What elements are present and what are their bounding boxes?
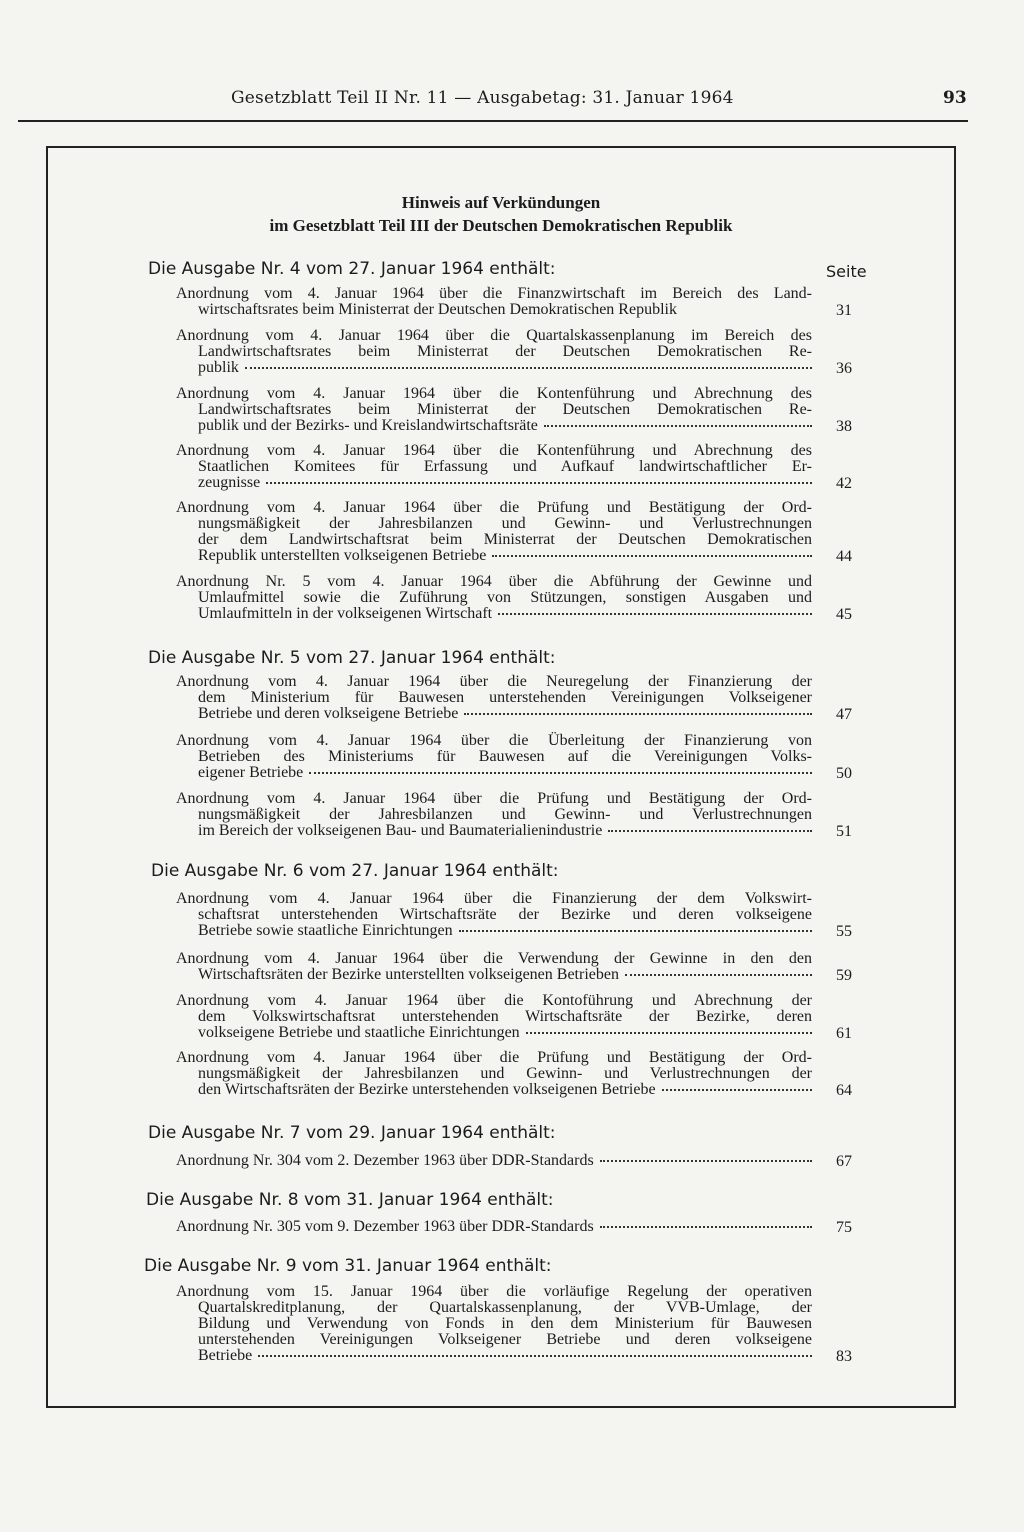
toc-entry-line-text: Betriebe und deren volkseigene Betriebe <box>198 705 459 722</box>
toc-entry-line-text: zeugnisse <box>198 474 261 491</box>
toc-entry-line-text: Betriebe <box>198 1347 253 1364</box>
toc-entry-line: Anordnung vom 4. Januar 1964 über die Prüfung und Bestätigung der Ord- <box>176 499 812 516</box>
dot-leader <box>526 1032 812 1034</box>
page-number: 93 <box>943 88 967 108</box>
toc-entry-line: Anordnung vom 4. Januar 1964 über die Kontenführung und Abrechnung des <box>176 442 812 459</box>
issue-heading: Die Ausgabe Nr. 4 vom 27. Januar 1964 enthält: <box>148 259 556 279</box>
toc-entry-line: Quartalskreditplanung, der Quartalskassenplanung, der VVB-Umlage, der <box>198 1299 812 1316</box>
page-column-label: Seite <box>826 262 867 281</box>
page-reference: 38 <box>836 418 852 435</box>
toc-entry-line: Bildung und Verwendung von Fonds in den dem Ministerium für Bauwesen <box>198 1315 812 1332</box>
page-reference: 42 <box>836 475 852 492</box>
toc-entry-line <box>176 418 812 434</box>
toc-entry-line: Anordnung vom 4. Januar 1964 über die Kontenführung und Abrechnung des <box>176 385 812 402</box>
toc-entry-line: Anordnung Nr. 5 vom 4. Januar 1964 über die Abführung der Gewinne und <box>176 573 812 590</box>
toc-entry-line-text: Betriebe sowie staatliche Einrichtungen <box>198 922 453 939</box>
toc-entry-line <box>176 1153 812 1169</box>
toc-entry-line-text: publik <box>198 359 239 376</box>
toc-entry <box>176 286 812 318</box>
dot-leader <box>625 974 812 976</box>
page-reference: 83 <box>836 1348 852 1365</box>
toc-entry-line <box>176 823 812 839</box>
dot-leader <box>258 1355 812 1357</box>
toc-entry-line-text: Anordnung Nr. 305 vom 9. Dezember 1963 über DDR-Standards <box>176 1218 594 1235</box>
toc-entry <box>176 1284 812 1364</box>
toc-entry-line: nungsmäßigkeit der Jahresbilanzen und Gewinn- und Verlustrechnungen <box>198 515 812 532</box>
page-reference: 59 <box>836 967 852 984</box>
toc-entry-line-text: eigener Betriebe <box>198 764 304 781</box>
toc-entry <box>176 574 812 622</box>
toc-entry-line <box>176 302 812 318</box>
toc-entry-line-text: Wirtschaftsräten der Bezirke unterstellten volkseigenen Betrieben <box>198 966 619 983</box>
toc-entry-line <box>176 475 812 491</box>
toc-entry-line: Anordnung vom 4. Januar 1964 über die Verwendung der Gewinne in den den <box>176 950 812 967</box>
toc-entry-line <box>176 548 812 564</box>
toc-entry-line: Anordnung vom 4. Januar 1964 über die Quartalskassenplanung im Bereich des <box>176 327 812 344</box>
toc-entry-line: Anordnung vom 4. Januar 1964 über die Neuregelung der Finanzierung der <box>176 673 812 690</box>
toc-entry-line: Anordnung vom 4. Januar 1964 über die Finanzwirtschaft im Bereich des Land- <box>176 285 812 302</box>
toc-entry <box>176 443 812 491</box>
toc-entry-line: Betrieben des Ministeriums für Bauwesen auf die Vereinigungen Volks- <box>198 748 812 765</box>
page-reference: 61 <box>836 1025 852 1042</box>
toc-entry-line-text: wirtschaftsrates beim Ministerrat der Deutschen Demokratischen Republik <box>198 301 677 318</box>
page-reference: 45 <box>836 606 852 623</box>
notice-title-line-1: Hinweis auf Verkündungen <box>401 193 601 212</box>
toc-entry <box>176 1219 812 1235</box>
toc-entry-line: Umlaufmittel sowie die Zuführung von Stützungen, sonstigen Ausgaben und <box>198 589 812 606</box>
dot-leader <box>498 613 812 615</box>
page-reference: 44 <box>836 548 852 565</box>
toc-entry-line: dem Volkswirtschaftsrat unterstehenden Wirtschaftsräte der Bezirke, deren <box>198 1008 812 1025</box>
toc-entry-line <box>176 1025 812 1041</box>
toc-entry-line-text: Republik unterstellten volkseigenen Betriebe <box>198 547 487 564</box>
toc-entry-line <box>176 967 812 983</box>
page-reference: 55 <box>836 923 852 940</box>
toc-entry <box>176 791 812 839</box>
notice-title-line-2: im Gesetzblatt Teil III der Deutschen Demokratischen Republik <box>269 216 733 235</box>
toc-entry-line <box>176 1348 812 1364</box>
dot-leader <box>464 713 812 715</box>
toc-entry-line: Anordnung vom 15. Januar 1964 über die vorläufige Regelung der operativen <box>176 1283 812 1300</box>
toc-entry-line <box>176 606 812 622</box>
toc-entry <box>176 993 812 1041</box>
dot-leader <box>492 555 812 557</box>
issue-heading: Die Ausgabe Nr. 8 vom 31. Januar 1964 enthält: <box>146 1190 554 1210</box>
page-reference: 64 <box>836 1082 852 1099</box>
toc-entry-line-text: Umlaufmitteln in der volkseigenen Wirtschaft <box>198 605 493 622</box>
issue-heading: Die Ausgabe Nr. 7 vom 29. Januar 1964 enthält: <box>148 1123 556 1143</box>
toc-entry-line: nungsmäßigkeit der Jahresbilanzen und Gewinn- und Verlustrechnungen <box>198 806 812 823</box>
toc-entry-line <box>176 360 812 376</box>
dot-leader <box>662 1089 812 1091</box>
dot-leader <box>600 1226 812 1228</box>
dot-leader <box>459 930 812 932</box>
toc-entry-line-text: im Bereich der volkseigenen Bau- und Baumaterialienindustrie <box>198 822 603 839</box>
toc-entry-line <box>176 1082 812 1098</box>
toc-entry-line: Staatlichen Komitees für Erfassung und Aufkauf landwirtschaftlicher Er- <box>198 458 812 475</box>
dot-leader <box>309 772 812 774</box>
toc-entry <box>176 951 812 983</box>
issue-heading: Die Ausgabe Nr. 5 vom 27. Januar 1964 enthält: <box>148 648 556 668</box>
toc-entry-line: schaftsrat unterstehenden Wirtschaftsräte der Bezirke und deren volkseigene <box>198 906 812 923</box>
toc-entry-line-text: publik und der Bezirks- und Kreislandwirtschaftsräte <box>198 417 538 434</box>
toc-entry <box>176 674 812 722</box>
toc-entry-line: der dem Landwirtschaftsrat beim Ministerrat der Deutschen Demokratischen <box>198 531 812 548</box>
toc-entry <box>176 386 812 434</box>
page-reference: 50 <box>836 765 852 782</box>
toc-entry <box>176 1153 812 1169</box>
toc-entry-line: Anordnung vom 4. Januar 1964 über die Finanzierung der dem Volkswirt- <box>176 890 812 907</box>
toc-entry-line: unterstehenden Vereinigungen Volkseigener Betriebe und deren volkseigene <box>198 1331 812 1348</box>
page-reference: 31 <box>836 302 852 319</box>
toc-entry-line: Anordnung vom 4. Januar 1964 über die Prüfung und Bestätigung der Ord- <box>176 790 812 807</box>
issue-heading: Die Ausgabe Nr. 6 vom 27. Januar 1964 enthält: <box>151 861 559 881</box>
toc-entry-line: Landwirtschaftsrates beim Ministerrat der Deutschen Demokratischen Re- <box>198 343 812 360</box>
toc-entry <box>176 891 812 939</box>
toc-entry-line-text: Anordnung Nr. 304 vom 2. Dezember 1963 über DDR-Standards <box>176 1152 594 1169</box>
page-reference: 51 <box>836 823 852 840</box>
dot-leader <box>600 1160 812 1162</box>
page-reference: 67 <box>836 1153 852 1170</box>
toc-entry-line-text: volkseigene Betriebe und staatliche Einrichtungen <box>198 1024 520 1041</box>
toc-entry <box>176 733 812 781</box>
toc-entry-line: Landwirtschaftsrates beim Ministerrat der Deutschen Demokratischen Re- <box>198 401 812 418</box>
toc-entry-line-text: den Wirtschaftsräten der Bezirke unterstehenden volkseigenen Betriebe <box>198 1081 656 1098</box>
page-reference: 36 <box>836 360 852 377</box>
running-title: Gesetzblatt Teil II Nr. 11 — Ausgabetag: 31. Januar 1964 <box>231 88 734 108</box>
dot-leader <box>266 482 812 484</box>
toc-entry-line: Anordnung vom 4. Januar 1964 über die Prüfung und Bestätigung der Ord- <box>176 1049 812 1066</box>
toc-entry-line: Anordnung vom 4. Januar 1964 über die Kontoführung und Abrechnung der <box>176 992 812 1009</box>
header-rule <box>18 120 968 122</box>
toc-entry-line: dem Ministerium für Bauwesen unterstehenden Vereinigungen Volkseigener <box>198 689 812 706</box>
toc-entry-line: Anordnung vom 4. Januar 1964 über die Überleitung der Finanzierung von <box>176 732 812 749</box>
dot-leader <box>245 367 812 369</box>
toc-entry-line <box>176 765 812 781</box>
toc-entry-line <box>176 706 812 722</box>
toc-entry <box>176 500 812 564</box>
toc-entry <box>176 328 812 376</box>
toc-entry <box>176 1050 812 1098</box>
page-reference: 75 <box>836 1219 852 1236</box>
issue-heading: Die Ausgabe Nr. 9 vom 31. Januar 1964 enthält: <box>144 1256 552 1276</box>
toc-entry-line: nungsmäßigkeit der Jahresbilanzen und Gewinn- und Verlustrechnungen der <box>198 1065 812 1082</box>
dot-leader <box>544 425 812 427</box>
dot-leader <box>608 830 812 832</box>
toc-entry-line <box>176 923 812 939</box>
toc-entry-line <box>176 1219 812 1235</box>
page-reference: 47 <box>836 706 852 723</box>
